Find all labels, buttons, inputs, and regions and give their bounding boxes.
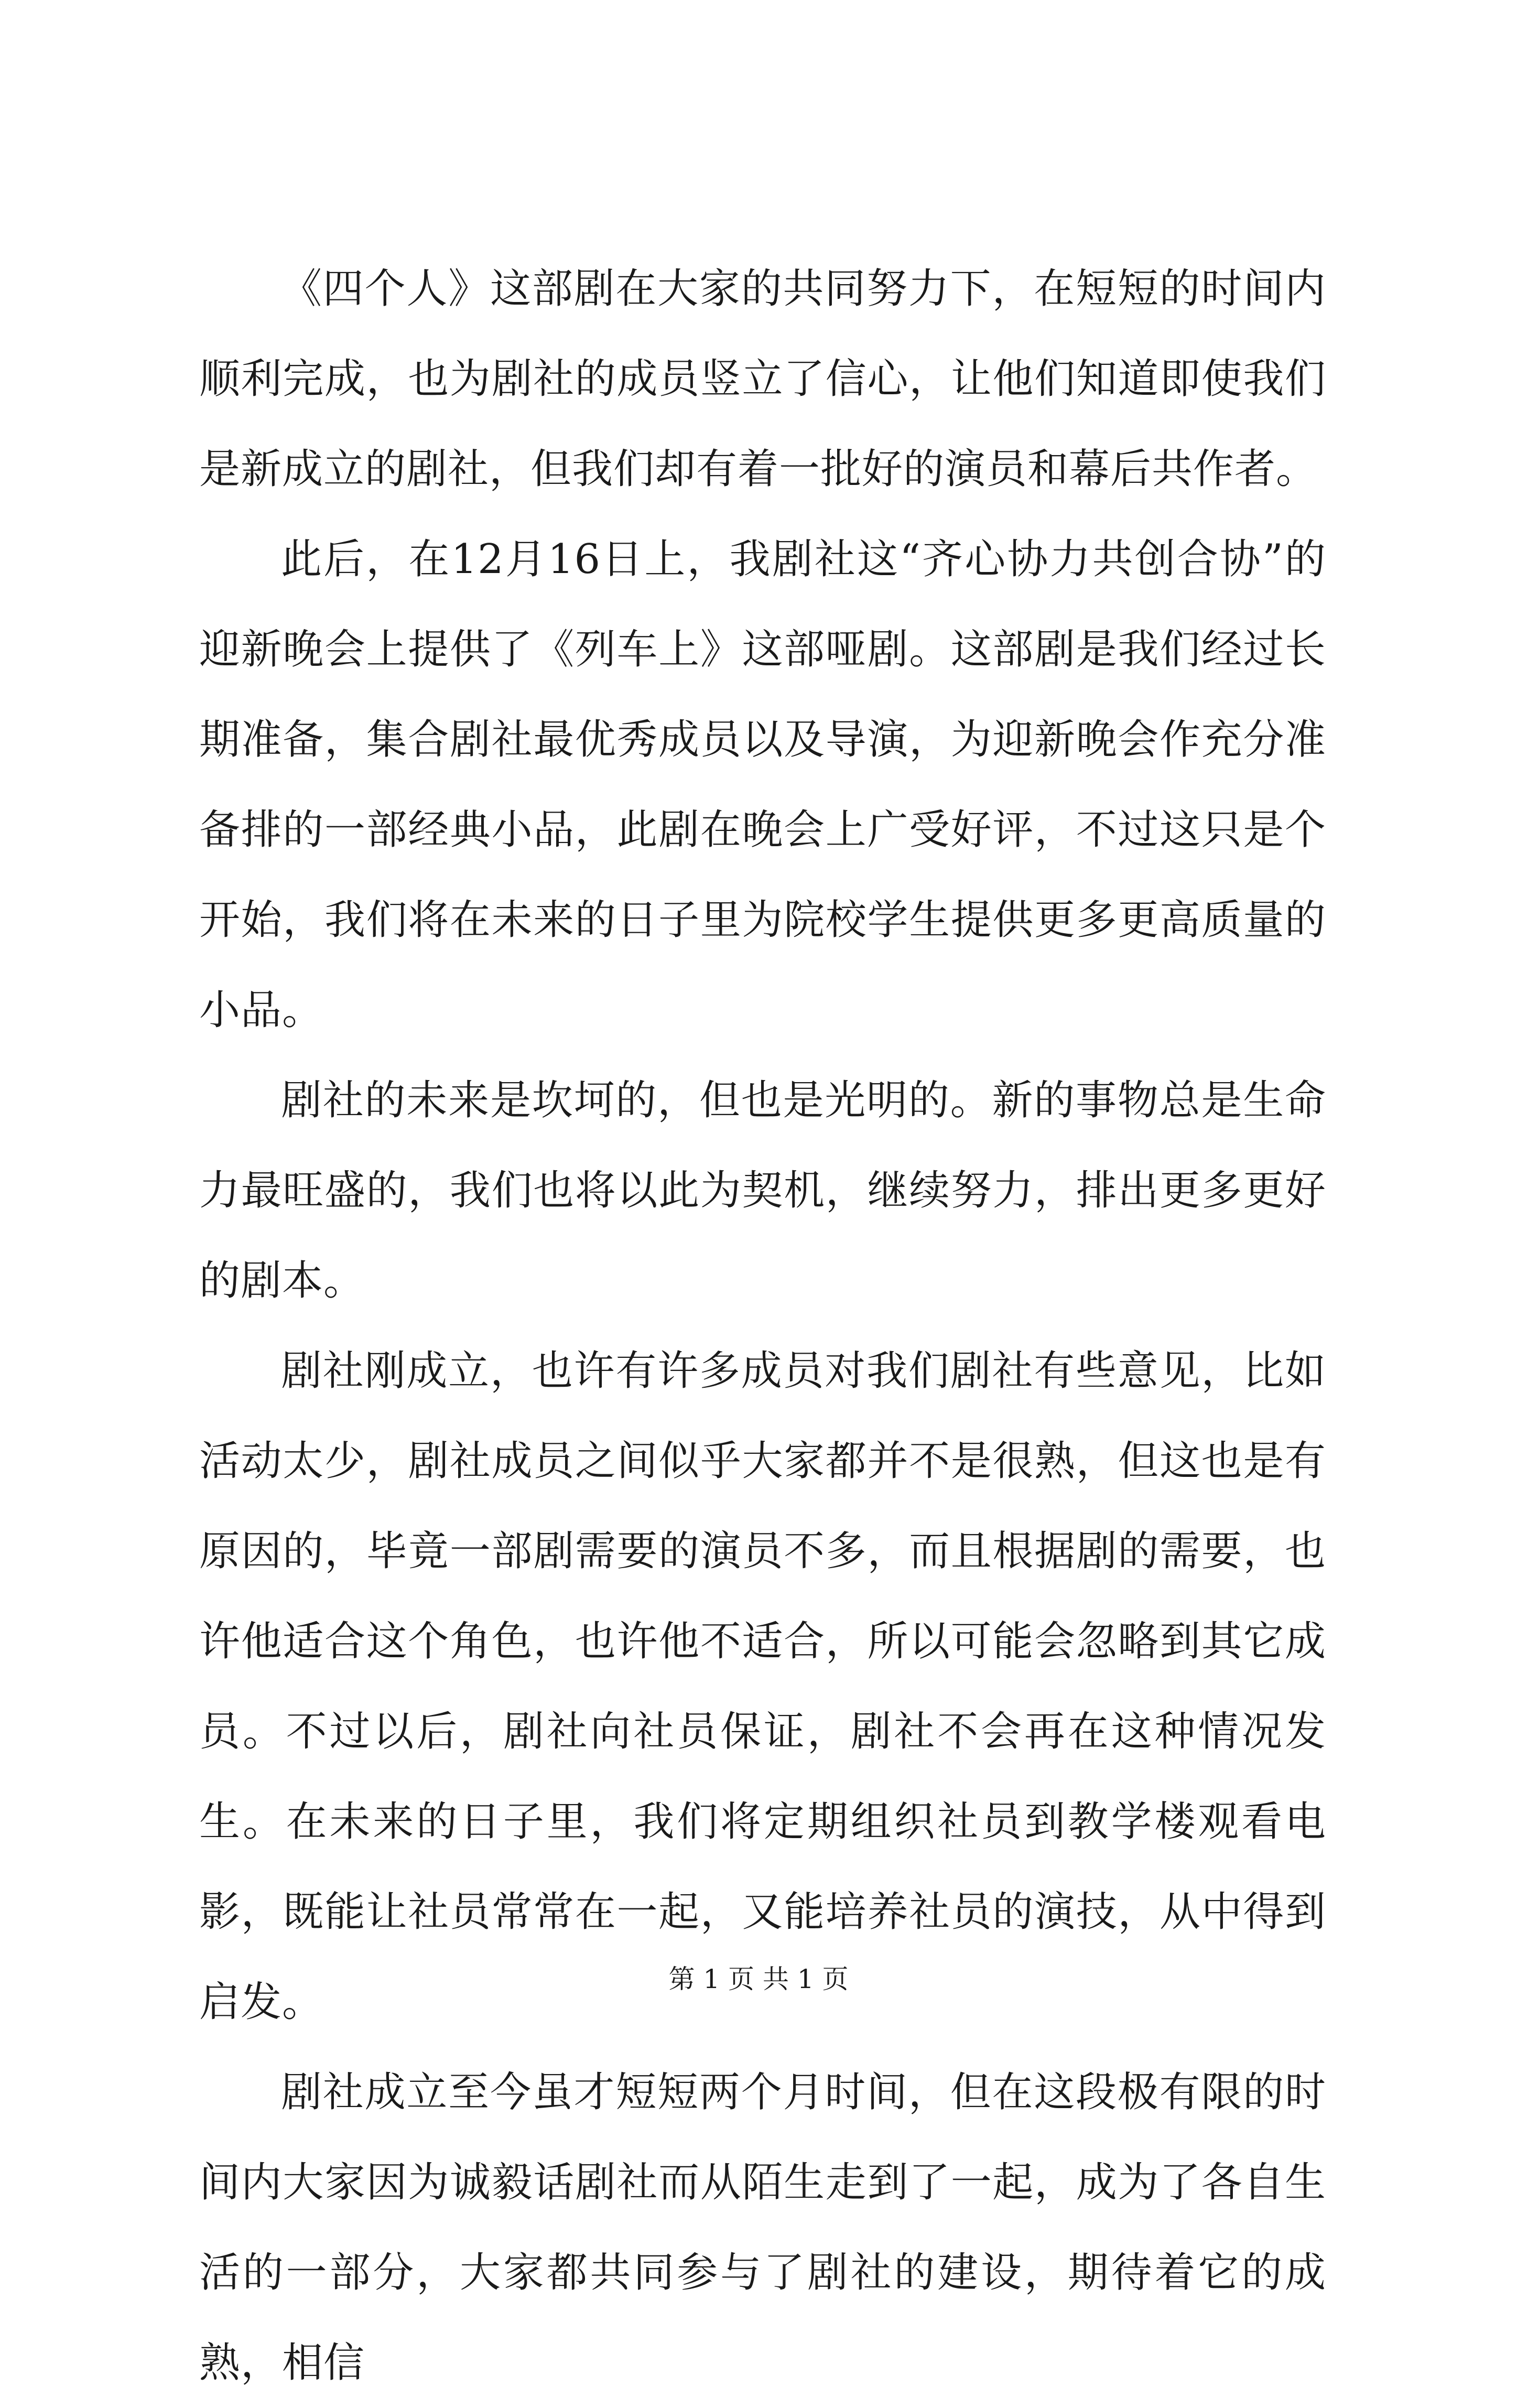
paragraph-1: 《四个人》这部剧在大家的共同努力下，在短短的时间内顺利完成，也为剧社的成员竖立了信心，让他们知道即使我们是新成立的剧社，但我们却有着一批好的演员和幕后共作者。 [199, 265, 1326, 493]
paragraph-3: 剧社的未来是坎坷的，但也是光明的。新的事物总是生命力最旺盛的，我们也将以此为契机，继续努力，排出更多更好的剧本。 [199, 1077, 1326, 1304]
page-footer: 第 1 页 共 1 页 [668, 1964, 849, 1994]
paragraph-4: 剧社刚成立，也许有许多成员对我们剧社有些意见，比如活动太少，剧社成员之间似乎大家都并不是很熟，但这也是有原因的，毕竟一部剧需要的演员不多，而且根据剧的需要，也许他适合这个角色，也许他不适合，所以可能会忽略到其它成员。不过以后，剧社向社员保证，剧社不会再在这种情况发生。在未来的日子里，我们将定期组织社员到教学楼观看电影，既能让社员常常在一起，又能培养社员的演技，从中得到启发。 [199, 1347, 1326, 2026]
document-body [199, 244, 1326, 2408]
paragraph-2: 此后，在12月16日上，我剧社这“齐心协力共创合协”的迎新晚会上提供了《列车上》这部哑剧。这部剧是我们经过长期准备，集合剧社最优秀成员以及导演，为迎新晚会作充分准备排的一部经典小品，此剧在晚会上广受好评，不过这只是个开始，我们将在未来的日子里为院校学生提供更多更高质量的小品。 [199, 536, 1326, 1034]
paragraph-5: 剧社成立至今虽才短短两个月时间，但在这段极有限的时间内大家因为诚毅话剧社而从陌生走到了一起，成为了各自生活的一部分，大家都共同参与了剧社的建设，期待着它的成熟，相信 [199, 2069, 1326, 2387]
